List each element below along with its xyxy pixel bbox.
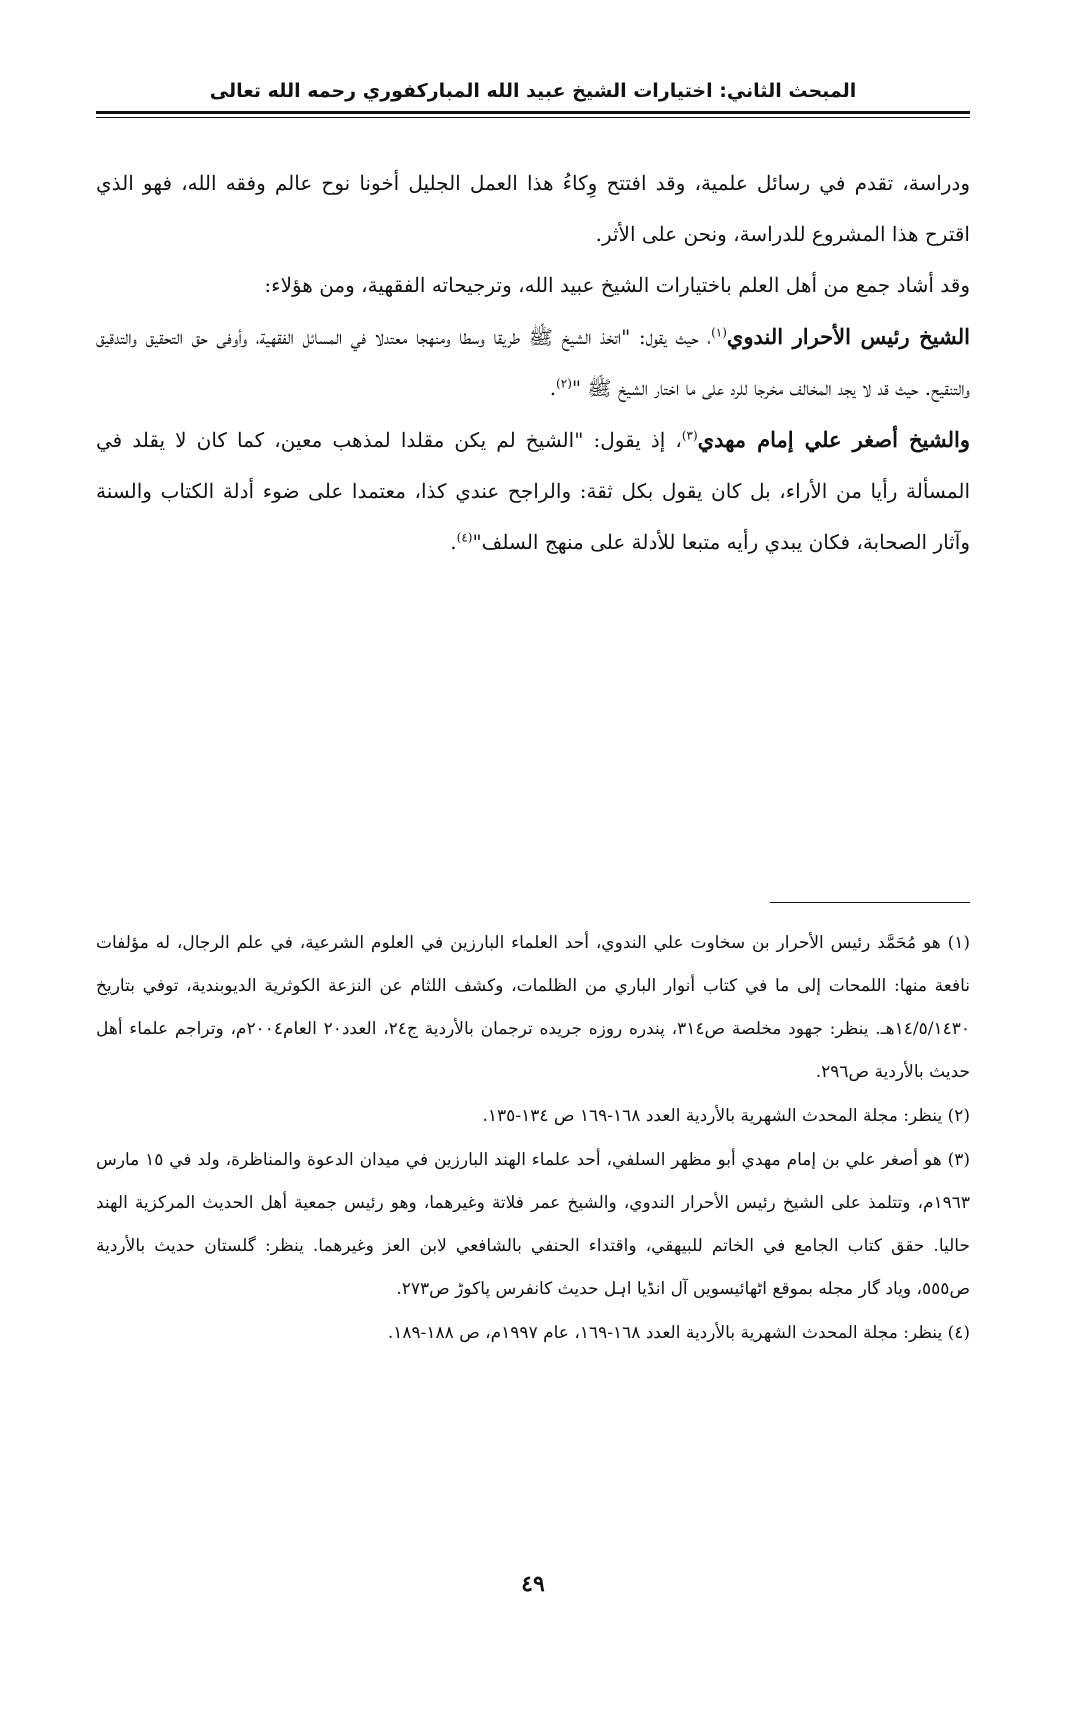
page-number: ٤٩ (521, 1571, 545, 1597)
footnote-4: (٤) ينظر: مجلة المحدث الشهرية بالأردية العدد ١٦٨-١٦٩، عام ١٩٩٧م، ص ١٨٨-١٨٩. (387, 1323, 970, 1343)
header-rule-thin (96, 117, 970, 118)
quote-mahdi: ، إذ يقول: "الشيخ لم يكن مقلدا لمذهب معين، كما كان لا يقلد في المسألة رأيا من الأراء، بل كان يقول بكل ثقة: والراجح عندي كذا، معتمدا على ضوء أدلة الكتاب والسنة وآثار الصحابة، فكان يبدي رأيه متبعا للأدلة على منهج السلف" (96, 428, 970, 554)
paragraph-4-end: . (450, 530, 457, 554)
paragraph-3 (96, 311, 970, 414)
running-header: المبحث الثاني: اختيارات الشيخ عبيد الله المباركفوري رحمه الله تعالى (209, 80, 857, 102)
header-rule (96, 111, 970, 114)
footnote-ref-4: (٤) (456, 530, 473, 545)
main-text (96, 158, 970, 568)
footnote-separator (770, 902, 970, 903)
footnote-ref-1: (١) (711, 325, 727, 340)
footnote-3: (٣) هو أصغر علي بن إمام مهدي أبو مظهر السلفي، أحد علماء الهند البارزين في ميدان الدعوة والمناظرة، ولد في ١٥ مارس ١٩٦٣م، وتتلمذ على الشيخ رئيس الأحرار الندوي، والشيخ عمر فلاتة وغيرهما، وهو رئيس جمعية أهل الحديث المركزية الهند حاليا. حقق كتاب الجامع في الخاتم للبيهقي، واقتداء الحنفي بالشافعي لابن العز وغيرهما. ينظر: گلستان حديث بالأردية ص٥٥٥، وياد گار مجله بموقع اٹھائيسويں آل انڈيا اہل حديث کانفرس پاکوڑ ص٢٧٣. (96, 1150, 970, 1299)
paragraph-1: ودراسة، تقدم في رسائل علمية، وقد افتتح وِكاءُ هذا العمل الجليل أخونا نوح عالم وفقه الله، فهو الذي اقترح هذا المشروع للدراسة، ونحن على الأثر. (96, 171, 970, 246)
quote-nadwi: ، حيث يقول: "اتخذ الشيخ ﷺ طريقا وسطا ومنهجا معتدلا في المسائل الفقهية، وأوفى حق التحقيق والتدقيق والتنقيح. حيث قد لا يجد المخالف مخرجا للرد على ما اختار الشيخ ﷺ " (96, 325, 970, 400)
footnotes (96, 922, 970, 1356)
scholar-name-mahdi: والشيخ أصغر علي إمام مهدي (697, 427, 970, 452)
footnote-ref-2: (٢) (556, 376, 572, 391)
scholar-name-nadwi: الشيخ رئيس الأحرار الندوي (726, 324, 970, 349)
paragraph-2: وقد أشاد جمع من أهل العلم باختيارات الشيخ عبيد الله، وترجيحاته الفقهية، ومن هؤلاء: (264, 273, 970, 297)
footnote-1: (١) هو مُحَمَّد رئيس الأحرار بن سخاوت علي الندوي، أحد العلماء البارزين في العلوم الشرعية، في علم الرجال، له مؤلفات نافعة منها: اللمحات إلى ما في كتاب أنوار الباري من الظلمات، وكشف اللثام عن النزعة الكوثرية الديوبندية، توفي بتاريخ ١٤/٥/١٤٣٠هـ. ينظر: جهود مخلصة ص٣١٤، پندره روزه جريده ترجمان بالأردية ج٢٤، العدد٢٠ العام٢٠٠٤م، وتراجم علماء أهل حديث بالأردية ص٢٩٦. (96, 933, 970, 1082)
footnote-2: (٢) ينظر: مجلة المحدث الشهرية بالأردية العدد ١٦٨-١٦٩ ص ١٣٤-١٣٥. (482, 1106, 970, 1126)
paragraph-4 (96, 414, 970, 568)
paragraph-3-end: . (549, 376, 557, 400)
footnote-ref-3: (٣) (681, 428, 698, 443)
